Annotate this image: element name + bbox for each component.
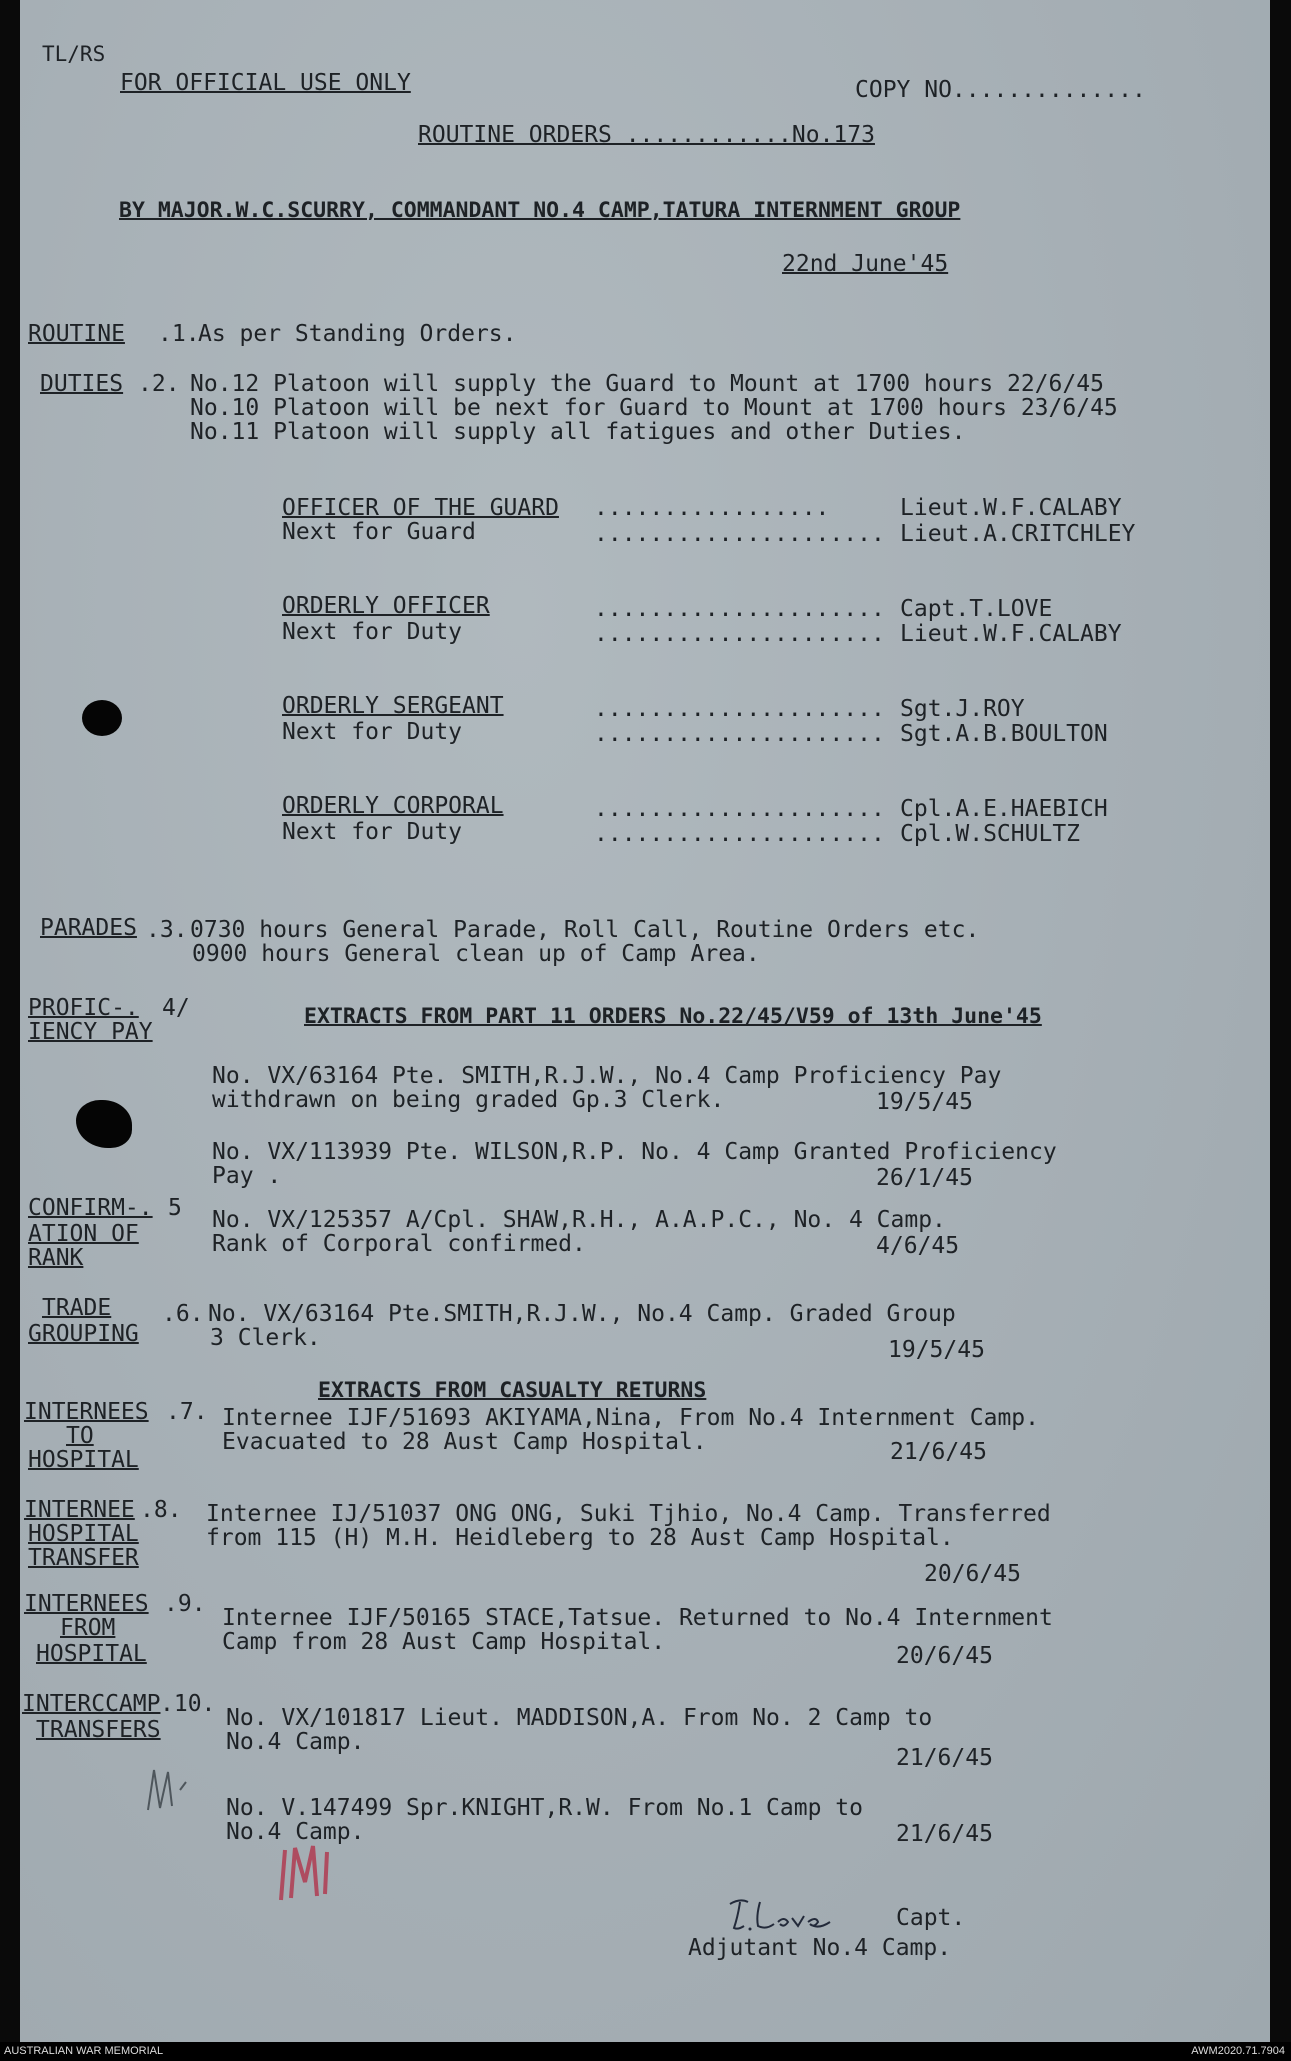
parades-number: .3. bbox=[146, 917, 188, 943]
entry-date: 26/1/45 bbox=[876, 1165, 973, 1191]
duties-line: No.12 Platoon will supply the Guard to Mount at 1700 hours 22/6/45 bbox=[190, 371, 1104, 397]
proficiency-label: PROFIC-. bbox=[28, 995, 139, 1021]
archive-name: AUSTRALIAN WAR MEMORIAL bbox=[4, 2045, 164, 2057]
casualty-label: HOSPITAL bbox=[36, 1641, 147, 1667]
casualty-line: Evacuated to 28 Aust Camp Hospital. bbox=[222, 1429, 707, 1455]
archive-footer bbox=[0, 2042, 1291, 2061]
casualty-line: Internee IJ/51037 ONG ONG, Suki Tjhio, No.4 Camp. Transferred bbox=[206, 1501, 1051, 1527]
duties-number: .2. bbox=[138, 371, 180, 397]
roster-next-label: Next for Guard bbox=[282, 519, 476, 545]
signatory-title: Adjutant No.4 Camp. bbox=[688, 1935, 952, 1961]
entry-date: 4/6/45 bbox=[876, 1233, 960, 1259]
intercamp-line: No. V.147499 Spr.KNIGHT,R.W. From No.1 Camp to bbox=[226, 1795, 863, 1821]
casualty-line: from 115 (H) M.H. Heidleberg to 28 Aust Camp Hospital. bbox=[206, 1525, 954, 1551]
casualty-line: Camp from 28 Aust Camp Hospital. bbox=[222, 1629, 666, 1655]
parades-line: 0730 hours General Parade, Roll Call, Routine Orders etc. bbox=[190, 917, 980, 943]
casualty-number: .8. bbox=[140, 1497, 182, 1523]
entry-date: 21/6/45 bbox=[896, 1745, 993, 1771]
proficiency-entry: No. VX/113939 Pte. WILSON,R.P. No. 4 Camp Granted Proficiency bbox=[212, 1139, 1057, 1165]
intercamp-line: No.4 Camp. bbox=[226, 1819, 365, 1845]
trade-label: TRADE bbox=[42, 1295, 112, 1321]
file-reference: TL/RS bbox=[42, 42, 106, 66]
roster-role: ORDERLY OFFICER bbox=[282, 593, 490, 619]
routine-orders-title: ROUTINE ORDERS ............No.173 bbox=[418, 122, 875, 148]
roster-role: OFFICER OF THE GUARD bbox=[282, 495, 559, 521]
archive-accession-number: AWM2020.71.7904 bbox=[1191, 2045, 1285, 2057]
entry-date: 20/6/45 bbox=[896, 1643, 993, 1669]
confirmation-line: No. VX/125357 A/Cpl. SHAW,R.H., A.A.P.C., No. 4 Camp. bbox=[212, 1207, 946, 1233]
proficiency-number: 4/ bbox=[162, 995, 190, 1021]
roster-name: Capt.T.LOVE bbox=[900, 596, 1053, 622]
parades-label: PARADES bbox=[40, 915, 137, 941]
duties-label: DUTIES bbox=[40, 371, 124, 397]
intercamp-line: No.4 Camp. bbox=[226, 1729, 365, 1755]
trade-number: .6. bbox=[162, 1301, 204, 1327]
roster-role: ORDERLY CORPORAL bbox=[282, 793, 504, 819]
roster-next-dots: ..................... bbox=[594, 621, 885, 647]
casualty-label: TRANSFER bbox=[28, 1545, 139, 1571]
handwritten-signature bbox=[726, 1896, 842, 1934]
casualty-number: .9. bbox=[164, 1591, 206, 1617]
routine-text: As per Standing Orders. bbox=[198, 321, 517, 347]
intercamp-label: INTERCCAMP bbox=[22, 1691, 161, 1717]
red-stamp-mark bbox=[275, 1842, 335, 1904]
entry-date: 21/6/45 bbox=[890, 1439, 987, 1465]
roster-name: Sgt.J.ROY bbox=[900, 696, 1025, 722]
confirmation-label: RANK bbox=[28, 1245, 84, 1271]
document-page bbox=[20, 0, 1270, 2042]
entry-date: 19/5/45 bbox=[888, 1337, 985, 1363]
trade-line: 3 Clerk. bbox=[210, 1325, 321, 1351]
roster-dots: ..................... bbox=[594, 696, 885, 722]
entry-date: 20/6/45 bbox=[924, 1561, 1021, 1587]
routine-number: .1. bbox=[158, 321, 200, 347]
proficiency-entry: No. VX/63164 Pte. SMITH,R.J.W., No.4 Camp Proficiency Pay bbox=[212, 1063, 1002, 1089]
roster-next-name: Lieut.A.CRITCHLEY bbox=[900, 521, 1136, 547]
roster-next-name: Lieut.W.F.CALABY bbox=[900, 621, 1122, 647]
casualty-line: Internee IJF/50165 STACE,Tatsue. Returned to No.4 Internment bbox=[222, 1605, 1053, 1631]
order-date: 22nd June'45 bbox=[782, 251, 949, 277]
intercamp-line: No. VX/101817 Lieut. MADDISON,A. From No. 2 Camp to bbox=[226, 1705, 933, 1731]
proficiency-entry: withdrawn on being graded Gp.3 Clerk. bbox=[212, 1087, 725, 1113]
roster-next-label: Next for Duty bbox=[282, 719, 463, 745]
duties-line: No.10 Platoon will be next for Guard to Mount at 1700 hours 23/6/45 bbox=[190, 395, 1118, 421]
parades-line: 0900 hours General clean up of Camp Area. bbox=[192, 941, 760, 967]
intercamp-label: TRANSFERS bbox=[36, 1717, 161, 1743]
casualty-label: INTERNEES bbox=[24, 1399, 149, 1425]
proficiency-label: IENCY PAY bbox=[28, 1019, 153, 1045]
classification: FOR OFFICIAL USE ONLY bbox=[120, 70, 411, 96]
issuing-authority: BY MAJOR.W.C.SCURRY, COMMANDANT NO.4 CAMP,TATURA INTERNMENT GROUP bbox=[119, 198, 961, 223]
pencil-annotation bbox=[140, 1760, 210, 1820]
casualty-label: INTERNEE bbox=[24, 1497, 135, 1523]
roster-next-label: Next for Duty bbox=[282, 819, 463, 845]
confirmation-line: Rank of Corporal confirmed. bbox=[212, 1231, 586, 1257]
roster-next-name: Sgt.A.B.BOULTON bbox=[900, 721, 1108, 747]
roster-next-dots: ..................... bbox=[594, 721, 885, 747]
casualty-line: Internee IJF/51693 AKIYAMA,Nina, From No.4 Internment Camp. bbox=[222, 1405, 1039, 1431]
proficiency-entry: Pay . bbox=[212, 1163, 282, 1189]
casualty-label: INTERNEES bbox=[24, 1591, 149, 1617]
entry-date: 19/5/45 bbox=[876, 1089, 973, 1115]
part-11-orders-heading: EXTRACTS FROM PART 11 ORDERS No.22/45/V59 of 13th June'45 bbox=[304, 1004, 1042, 1029]
copy-number: COPY NO.............. bbox=[855, 77, 1146, 103]
roster-next-dots: ..................... bbox=[594, 821, 885, 847]
roster-next-name: Cpl.W.SCHULTZ bbox=[900, 821, 1081, 847]
roster-next-label: Next for Duty bbox=[282, 619, 463, 645]
trade-line: No. VX/63164 Pte.SMITH,R.J.W., No.4 Camp. Graded Group bbox=[208, 1301, 956, 1327]
roster-name: Lieut.W.F.CALABY bbox=[900, 495, 1122, 521]
casualty-label: FROM bbox=[60, 1615, 116, 1641]
casualty-label: HOSPITAL bbox=[28, 1447, 139, 1473]
casualty-number: .7. bbox=[166, 1399, 208, 1425]
routine-label: ROUTINE bbox=[28, 321, 125, 347]
trade-label: GROUPING bbox=[28, 1321, 139, 1347]
roster-dots: ..................... bbox=[594, 796, 885, 822]
duties-line: No.11 Platoon will supply all fatigues and other Duties. bbox=[190, 419, 966, 445]
punch-hole-bottom bbox=[76, 1100, 132, 1148]
signatory-rank: Capt. bbox=[896, 1905, 966, 1931]
roster-name: Cpl.A.E.HAEBICH bbox=[900, 796, 1108, 822]
casualty-returns-heading: EXTRACTS FROM CASUALTY RETURNS bbox=[318, 1378, 707, 1403]
roster-role: ORDERLY SERGEANT bbox=[282, 693, 504, 719]
confirmation-label: ATION OF bbox=[28, 1221, 139, 1247]
casualty-label: TO bbox=[66, 1423, 94, 1449]
punch-hole-top bbox=[82, 700, 122, 736]
entry-date: 21/6/45 bbox=[896, 1821, 993, 1847]
confirmation-number: 5 bbox=[168, 1195, 182, 1221]
confirmation-label: CONFIRM-. bbox=[28, 1195, 153, 1221]
casualty-label: HOSPITAL bbox=[28, 1521, 139, 1547]
roster-dots: ..................... bbox=[594, 596, 885, 622]
intercamp-number: .10. bbox=[160, 1691, 216, 1717]
roster-dots: ................. bbox=[594, 495, 830, 521]
roster-next-dots: ..................... bbox=[594, 521, 885, 547]
